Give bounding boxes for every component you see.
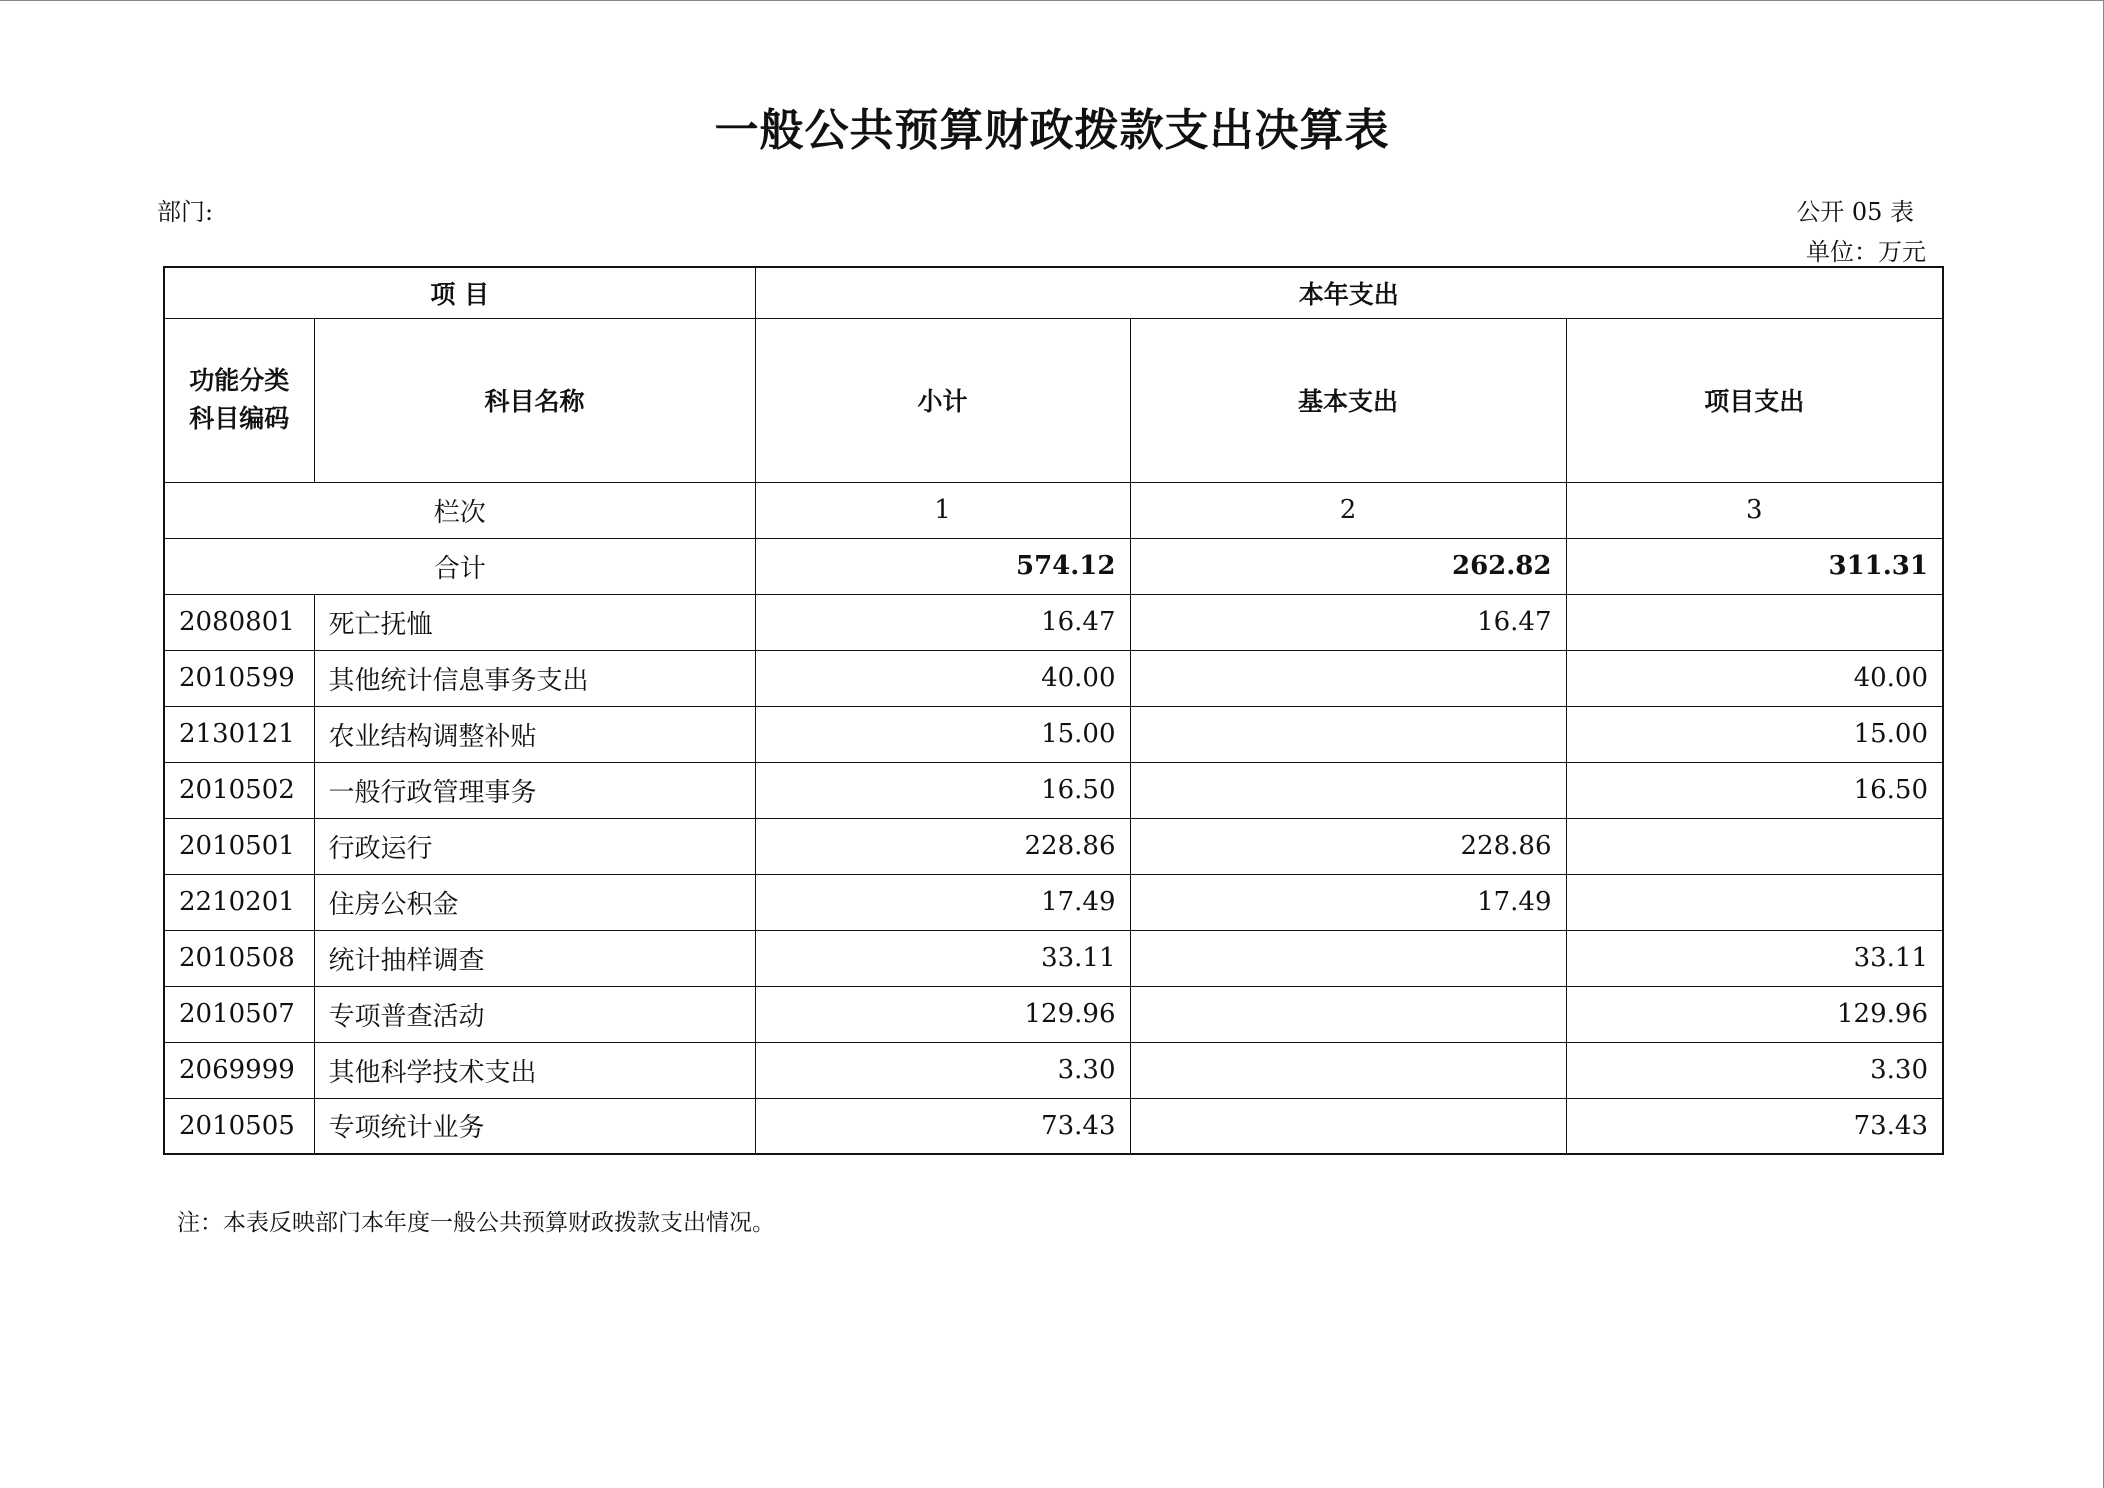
row-name: 死亡抚恤 (314, 594, 755, 650)
row-project: 33.11 (1566, 930, 1943, 986)
row-code: 2069999 (164, 1042, 314, 1098)
table-row (164, 986, 1943, 1042)
row-project (1566, 818, 1943, 874)
row-name: 一般行政管理事务 (314, 762, 755, 818)
table-row (164, 1098, 1943, 1154)
row-basic (1130, 986, 1566, 1042)
total-subtotal: 574.12 (755, 538, 1130, 594)
total-basic: 262.82 (1130, 538, 1566, 594)
row-code: 2010501 (164, 818, 314, 874)
row-basic: 228.86 (1130, 818, 1566, 874)
row-code: 2010505 (164, 1098, 314, 1154)
row-subtotal: 16.50 (755, 762, 1130, 818)
row-code: 2010508 (164, 930, 314, 986)
row-code: 2130121 (164, 706, 314, 762)
row-basic: 17.49 (1130, 874, 1566, 930)
row-basic (1130, 1042, 1566, 1098)
row-subtotal: 129.96 (755, 986, 1130, 1042)
header-subtotal: 小计 (755, 318, 1130, 482)
table-row (164, 706, 1943, 762)
header-row-2 (164, 318, 1943, 482)
row-code: 2010507 (164, 986, 314, 1042)
index-row (164, 482, 1943, 538)
page-border-top (0, 0, 2104, 1)
row-code: 2080801 (164, 594, 314, 650)
table-row (164, 874, 1943, 930)
row-subtotal: 228.86 (755, 818, 1130, 874)
row-code: 2210201 (164, 874, 314, 930)
header-project-expenditure: 项目支出 (1566, 318, 1943, 482)
row-name: 其他科学技术支出 (314, 1042, 755, 1098)
row-subtotal: 16.47 (755, 594, 1130, 650)
row-subtotal: 17.49 (755, 874, 1130, 930)
row-name: 统计抽样调查 (314, 930, 755, 986)
row-basic (1130, 762, 1566, 818)
row-subtotal: 33.11 (755, 930, 1130, 986)
row-code: 2010502 (164, 762, 314, 818)
row-subtotal: 15.00 (755, 706, 1130, 762)
header-project: 项 目 (164, 267, 755, 318)
row-name: 专项普查活动 (314, 986, 755, 1042)
row-name: 农业结构调整补贴 (314, 706, 755, 762)
row-project: 16.50 (1566, 762, 1943, 818)
department-label: 部门: (157, 198, 214, 226)
table-row (164, 930, 1943, 986)
row-basic (1130, 1098, 1566, 1154)
row-project: 15.00 (1566, 706, 1943, 762)
row-subtotal: 3.30 (755, 1042, 1130, 1098)
row-name: 其他统计信息事务支出 (314, 650, 755, 706)
unit-label: 单位：万元 (1806, 238, 1926, 266)
header-row-1 (164, 267, 1943, 318)
document-title: 一般公共预算财政拨款支出决算表 (714, 105, 1390, 156)
index-col-1: 1 (755, 482, 1130, 538)
row-project: 40.00 (1566, 650, 1943, 706)
table-row (164, 762, 1943, 818)
table-row (164, 1042, 1943, 1098)
index-col-2: 2 (1130, 482, 1566, 538)
row-project (1566, 594, 1943, 650)
row-project: 129.96 (1566, 986, 1943, 1042)
row-project: 73.43 (1566, 1098, 1943, 1154)
row-project: 3.30 (1566, 1042, 1943, 1098)
row-project (1566, 874, 1943, 930)
total-row (164, 538, 1943, 594)
row-subtotal: 73.43 (755, 1098, 1130, 1154)
header-current-year: 本年支出 (755, 267, 1943, 318)
table-row (164, 650, 1943, 706)
row-name: 住房公积金 (314, 874, 755, 930)
row-name: 行政运行 (314, 818, 755, 874)
row-basic: 16.47 (1130, 594, 1566, 650)
row-basic (1130, 930, 1566, 986)
row-basic (1130, 706, 1566, 762)
total-label: 合计 (164, 538, 755, 594)
row-subtotal: 40.00 (755, 650, 1130, 706)
table-row (164, 818, 1943, 874)
header-code-line1: 功能分类 (189, 366, 290, 395)
index-label: 栏次 (164, 482, 755, 538)
table-row (164, 594, 1943, 650)
row-code: 2010599 (164, 650, 314, 706)
row-basic (1130, 650, 1566, 706)
footnote: 注：本表反映部门本年度一般公共预算财政拨款支出情况。 (177, 1210, 775, 1236)
row-name: 专项统计业务 (314, 1098, 755, 1154)
form-number: 公开 05 表 (1796, 198, 1914, 226)
expenditure-table (163, 266, 1944, 1155)
header-code-line2: 科目编码 (189, 404, 290, 433)
header-code (164, 318, 314, 482)
index-col-3: 3 (1566, 482, 1943, 538)
header-name: 科目名称 (314, 318, 755, 482)
total-project: 311.31 (1566, 538, 1943, 594)
header-basic: 基本支出 (1130, 318, 1566, 482)
